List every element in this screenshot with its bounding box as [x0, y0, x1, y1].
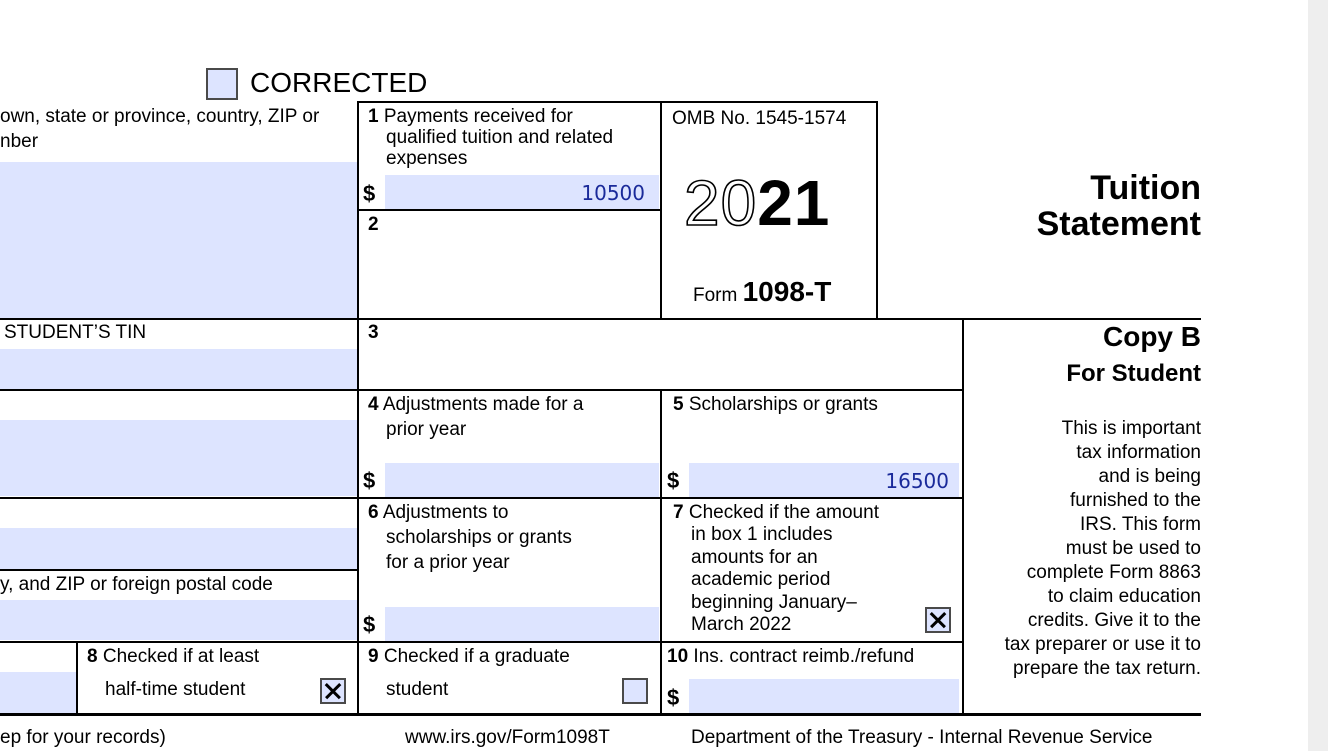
form-label	[693, 276, 832, 307]
scrollbar[interactable]	[1308, 0, 1328, 751]
for-student-label: For Student	[1066, 360, 1201, 387]
box6-label	[368, 502, 508, 524]
box9-label	[368, 646, 570, 668]
box6-field[interactable]	[385, 607, 659, 641]
box2-number: 2	[368, 214, 379, 235]
box5-label-line1: Scholarships or grants	[688, 394, 878, 415]
grid-line	[0, 318, 1201, 320]
notice-line: credits. Give it to the	[1027, 610, 1201, 631]
box7-number: 7	[673, 502, 684, 523]
box7-label-line5: beginning January–	[691, 592, 857, 613]
grid-line	[660, 101, 662, 319]
box3-number: 3	[368, 322, 379, 343]
box4-field[interactable]	[385, 463, 659, 497]
footer-url[interactable]: www.irs.gov/Form1098T	[405, 727, 610, 748]
box4-label-line1: Adjustments made for a	[382, 394, 584, 415]
box4-label	[368, 394, 583, 416]
city-field[interactable]	[0, 600, 357, 640]
box8-label-line2: half-time student	[105, 679, 246, 700]
student-tin-label: STUDENT’S TIN	[4, 322, 147, 343]
street-address-field[interactable]	[0, 528, 357, 570]
box10-dollar: $	[667, 685, 680, 710]
footer-department: Department of the Treasury - Internal Revenue Service	[691, 727, 1153, 748]
box9-label-line1: Checked if a graduate	[383, 646, 570, 667]
box9-label-line2: student	[386, 679, 449, 700]
omb-number: OMB No. 1545-1574	[672, 108, 847, 129]
box8-checkbox[interactable]	[320, 678, 346, 704]
grid-line	[357, 209, 661, 211]
footer-keep-records: ep for your records)	[0, 727, 166, 748]
box9-number: 9	[368, 646, 379, 667]
box1-label-line1: Payments received for	[383, 106, 573, 127]
box7-label-line1: Checked if the amount	[688, 502, 879, 523]
box10-label-line1: Ins. contract reimb./refund	[693, 646, 915, 667]
grid-line	[0, 641, 964, 643]
box7-label-line2: in box 1 includes	[691, 524, 833, 545]
box1-label-line3: expenses	[386, 148, 468, 169]
box1-number: 1	[368, 106, 379, 127]
grid-line	[0, 713, 1201, 716]
grid-line	[962, 318, 964, 715]
box1-label	[368, 106, 573, 128]
tax-year-bold: 21	[757, 167, 831, 239]
box8-label	[87, 646, 259, 668]
box6-label-line3: for a prior year	[386, 552, 510, 573]
box8-number: 8	[87, 646, 98, 667]
grid-line	[76, 641, 78, 715]
grid-line	[876, 101, 878, 319]
box4-number: 4	[368, 394, 379, 415]
box4-dollar: $	[363, 468, 376, 493]
form-title-line2: Statement	[1036, 205, 1201, 243]
notice-line: to claim education	[1047, 586, 1201, 607]
box6-number: 6	[368, 502, 379, 523]
notice-line: tax information	[1076, 442, 1201, 463]
box5-label	[673, 394, 878, 416]
box7-checkbox[interactable]	[925, 607, 951, 633]
form-word: Form	[693, 285, 738, 306]
notice-line: prepare the tax return.	[1013, 658, 1201, 679]
copy-label: Copy B	[1103, 321, 1201, 352]
box7-label	[673, 502, 879, 524]
notice-line: must be used to	[1065, 538, 1201, 559]
grid-line	[357, 101, 359, 715]
box4-label-line2: prior year	[386, 419, 467, 440]
grid-line	[0, 569, 357, 571]
notice-line: and is being	[1098, 466, 1201, 487]
grid-line	[0, 389, 964, 391]
form-title-line1: Tuition	[1090, 169, 1201, 207]
address-label: own, state or province, country, ZIP or	[0, 106, 320, 127]
tax-year	[684, 167, 831, 239]
grid-line	[660, 389, 662, 715]
box5-value: 16500	[885, 469, 949, 493]
box1-dollar: $	[363, 181, 376, 206]
box6-dollar: $	[363, 612, 376, 637]
box6-label-line1: Adjustments to	[382, 502, 509, 523]
box10-number: 10	[667, 646, 689, 667]
box6-label-line2: scholarships or grants	[386, 527, 572, 548]
box7-label-line3: amounts for an	[691, 547, 818, 568]
grid-line	[357, 101, 878, 103]
form-name: 1098-T	[742, 276, 832, 307]
student-name-field[interactable]	[0, 420, 357, 496]
notice-line: This is important	[1061, 418, 1201, 439]
account-number-field[interactable]	[0, 672, 76, 713]
address-field[interactable]	[0, 162, 357, 318]
notice-line: complete Form 8863	[1026, 562, 1201, 583]
box7-label-line6: March 2022	[691, 614, 792, 635]
notice-line: IRS. This form	[1079, 514, 1201, 535]
notice-line: furnished to the	[1070, 490, 1201, 511]
box9-checkbox[interactable]	[622, 678, 648, 704]
box7-label-line4: academic period	[691, 569, 831, 590]
corrected-label: CORRECTED	[250, 67, 428, 98]
tax-year-outline: 20	[684, 167, 758, 239]
notice-line: tax preparer or use it to	[1004, 634, 1201, 655]
box1-value: 10500	[581, 181, 645, 205]
box5-number: 5	[673, 394, 684, 415]
box10-field[interactable]	[689, 679, 959, 713]
address-label-cont: nber	[0, 131, 39, 152]
box10-label	[667, 646, 914, 668]
corrected-checkbox[interactable]	[206, 68, 238, 100]
box8-label-line1: Checked if at least	[102, 646, 260, 667]
grid-line	[0, 497, 964, 499]
student-tin-field[interactable]	[0, 349, 357, 389]
city-label: y, and ZIP or foreign postal code	[0, 574, 273, 595]
box5-dollar: $	[667, 468, 680, 493]
box1-label-line2: qualified tuition and related	[386, 127, 614, 148]
